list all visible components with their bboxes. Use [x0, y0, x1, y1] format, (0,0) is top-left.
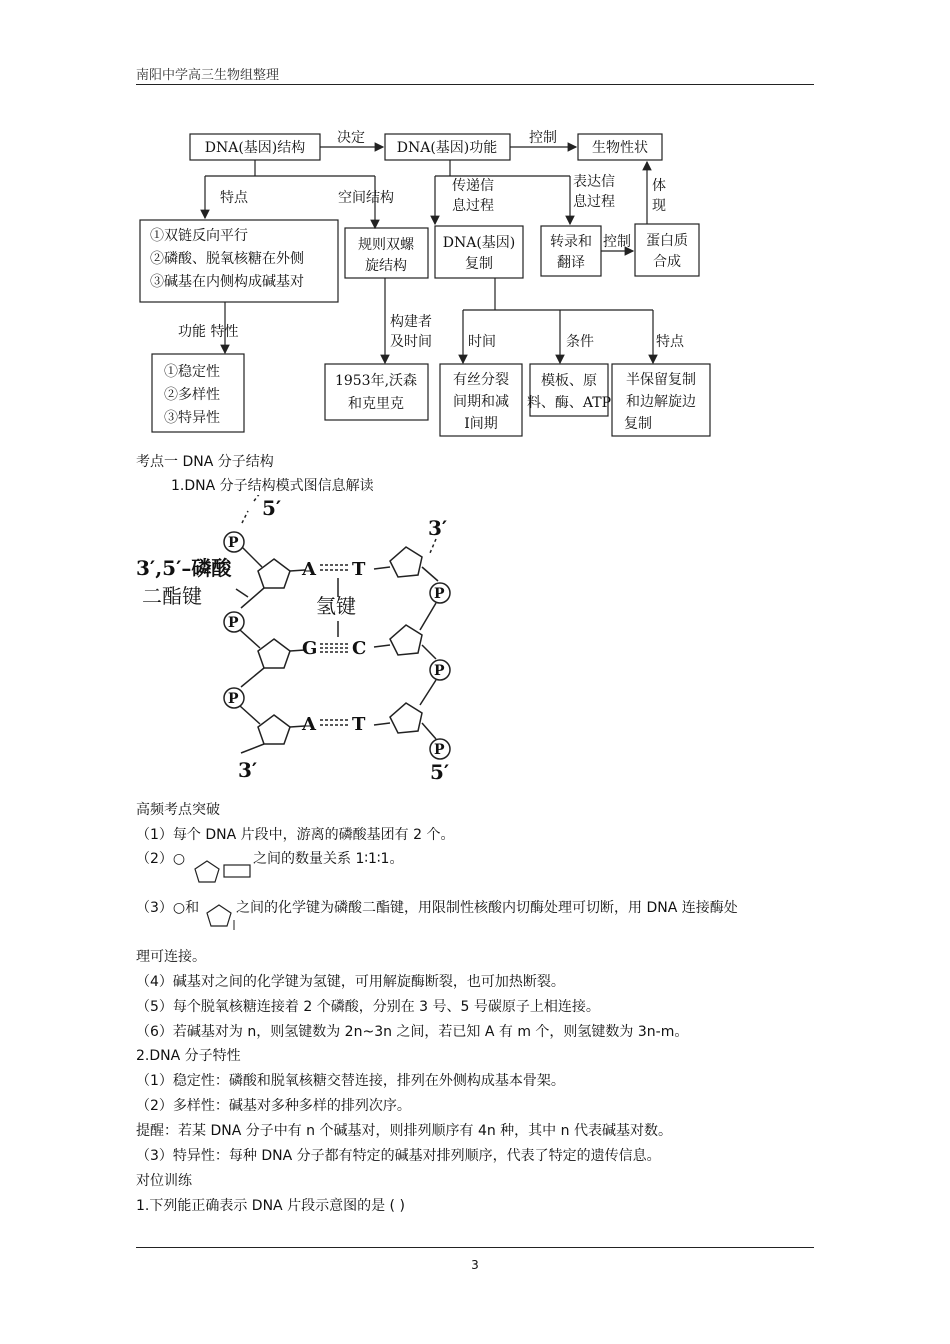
box-function: DNA(基因)功能 [396, 140, 498, 156]
sugar-pentagon [390, 625, 422, 655]
paragraph-3-suffix: 之间的化学键为磷酸二酯键，用限制性核酸内切酶处理可切断，用 DNA 连接酶处 [236, 900, 738, 916]
label-5prime-bottom: 5′ [430, 760, 450, 784]
box-properties-2: ②多样性 [164, 387, 220, 403]
page-header: 南阳中学高三生物组整理 [136, 68, 280, 83]
box-protein-1: 蛋白质 [646, 233, 688, 249]
box-features-2: ②磷酸、脱氧核糖在外侧 [150, 251, 304, 267]
box-transcription-1: 转录和 [550, 234, 592, 250]
bond-label-2: 二酯键 [142, 584, 202, 608]
box-helix-1: 规则双螺 [358, 237, 414, 253]
pentagon-icon [205, 902, 237, 932]
paragraph-6: （6）若碱基对为 n，则氢键数为 2n~3n 之间，若已知 A 有 m 个，则氢键数为 3n-m。 [136, 1024, 689, 1040]
paragraph-4: （4）碱基对之间的化学键为氢键，可用解旋酶断裂，也可加热断裂。 [136, 974, 565, 990]
label-builder-2: 及时间 [390, 334, 432, 350]
header-rule [136, 84, 814, 85]
box-replication-2: 复制 [465, 256, 493, 272]
property-specificity: （3）特异性：每种 DNA 分子都有特定的碱基对排列顺序，代表了特定的遗传信息。 [136, 1148, 661, 1164]
phosphate-label: P [228, 535, 239, 551]
sugar-pentagon [258, 639, 290, 668]
section1-subtitle: 1.DNA 分子结构模式图信息解读 [171, 478, 374, 494]
label-express-1: 表达信 [573, 174, 615, 190]
box-features-1: ①双链反向平行 [150, 228, 248, 244]
label-3prime-bottom: 3′ [238, 758, 258, 782]
box-features-3: ③碱基在内侧构成碱基对 [150, 274, 304, 290]
footer-rule [136, 1247, 814, 1248]
label-builder-1: 构建者 [390, 314, 432, 330]
label-function-feature: 功能 特性 [178, 324, 239, 340]
sugar-pentagon [390, 703, 422, 733]
phosphate-label: P [434, 663, 445, 679]
property-stability: （1）稳定性：磷酸和脱氧核糖交替连接，排列在外侧构成基本骨架。 [136, 1073, 565, 1089]
base-pair-left: G [302, 638, 318, 659]
box-feature2-1: 半保留复制 [626, 372, 696, 388]
base-pair-left: A [302, 559, 316, 580]
label-transmit-2: 息过程 [452, 198, 494, 214]
label-features: 特点 [220, 190, 248, 206]
label-space: 空间结构 [338, 190, 394, 206]
box-time-3: Ⅰ间期 [464, 416, 498, 432]
section1-title: 考点一 DNA 分子结构 [136, 454, 274, 470]
box-condition-2: 料、酶、ATP [526, 395, 612, 411]
box-helix-2: 旋结构 [365, 258, 407, 274]
arrow-decide-label: 决定 [337, 130, 365, 146]
concept-map [130, 120, 830, 445]
phosphate-label: P [228, 615, 239, 631]
box-structure: DNA(基因)结构 [204, 140, 306, 156]
box-trait: 生物性状 [592, 140, 648, 156]
box-condition-1: 模板、原 [541, 373, 597, 389]
box-time-2: 间期和减 [453, 394, 509, 410]
paragraph-1: （1）每个 DNA 片段中，游离的磷酸基团有 2 个。 [136, 827, 455, 843]
hydrogen-bond-label: 氢键 [316, 594, 356, 618]
page-number: 3 [471, 1258, 479, 1272]
practice-heading: 对位训练 [136, 1173, 192, 1189]
box-properties-1: ①稳定性 [164, 364, 220, 380]
base-pair-right: T [352, 714, 366, 735]
box-properties-3: ③特异性 [164, 410, 220, 426]
heading-properties: 2.DNA 分子特性 [136, 1048, 241, 1064]
label-express-2: 息过程 [573, 194, 615, 210]
base-pair-right: C [352, 638, 367, 659]
phosphate-label: P [434, 742, 445, 758]
paragraph-3-continued: 理可连接。 [136, 949, 206, 965]
box-feature2-2: 和边解旋边 [626, 394, 696, 410]
heading-breakthrough: 高频考点突破 [136, 802, 220, 818]
tip-text: 提醒：若某 DNA 分子中有 n 个碱基对，则排列顺序有 4n 种，其中 n 代表碱基对数。 [136, 1123, 672, 1139]
label-time: 时间 [468, 334, 496, 350]
sugar-pentagon [258, 715, 290, 744]
label-transmit-1: 传递信 [452, 178, 494, 194]
box-replication-1: DNA(基因) [442, 235, 516, 251]
label-3prime-top: 3′ [428, 516, 448, 540]
box-transcription-2: 翻译 [557, 255, 585, 271]
paragraph-5: （5）每个脱氧核糖连接着 2 个磷酸，分别在 3 号、5 号碳原子上相连接。 [136, 999, 600, 1015]
question-1: 1.下列能正确表示 DNA 片段示意图的是 ( ) [136, 1198, 405, 1214]
property-diversity: （2）多样性：碱基对多种多样的排列次序。 [136, 1098, 411, 1114]
arrow-control-label: 控制 [529, 130, 557, 146]
box-protein-2: 合成 [653, 254, 681, 270]
dna-structure-diagram [130, 495, 470, 787]
sugar-pentagon [390, 547, 422, 577]
paragraph-2-prefix: （2）○ [136, 851, 186, 867]
paragraph-2-suffix: 之间的数量关系 1∶1∶1。 [253, 851, 404, 867]
box-builder-1: 1953年,沃森 [334, 373, 418, 389]
box-time-1: 有丝分裂 [453, 372, 509, 388]
label-manifest-1: 体 [652, 178, 666, 194]
phosphate-label: P [228, 691, 239, 707]
base-pair-right: T [352, 559, 366, 580]
sugar-pentagon [258, 559, 290, 588]
arrow-control2-label: 控制 [603, 234, 631, 250]
paragraph-3-prefix: （3）○和 [136, 900, 200, 916]
phosphate-label: P [434, 586, 445, 602]
label-5prime-top: 5′ [262, 496, 282, 520]
bond-label-1: 3′,5′–磷酸 [136, 556, 232, 580]
label-manifest-2: 现 [652, 198, 666, 214]
box-builder-2: 和克里克 [348, 396, 404, 412]
box-feature2-3: 复制 [624, 416, 652, 432]
label-feature2: 特点 [656, 334, 684, 350]
label-condition: 条件 [566, 334, 594, 350]
sugar-and-base-icon [192, 858, 254, 886]
base-pair-left: A [302, 714, 316, 735]
